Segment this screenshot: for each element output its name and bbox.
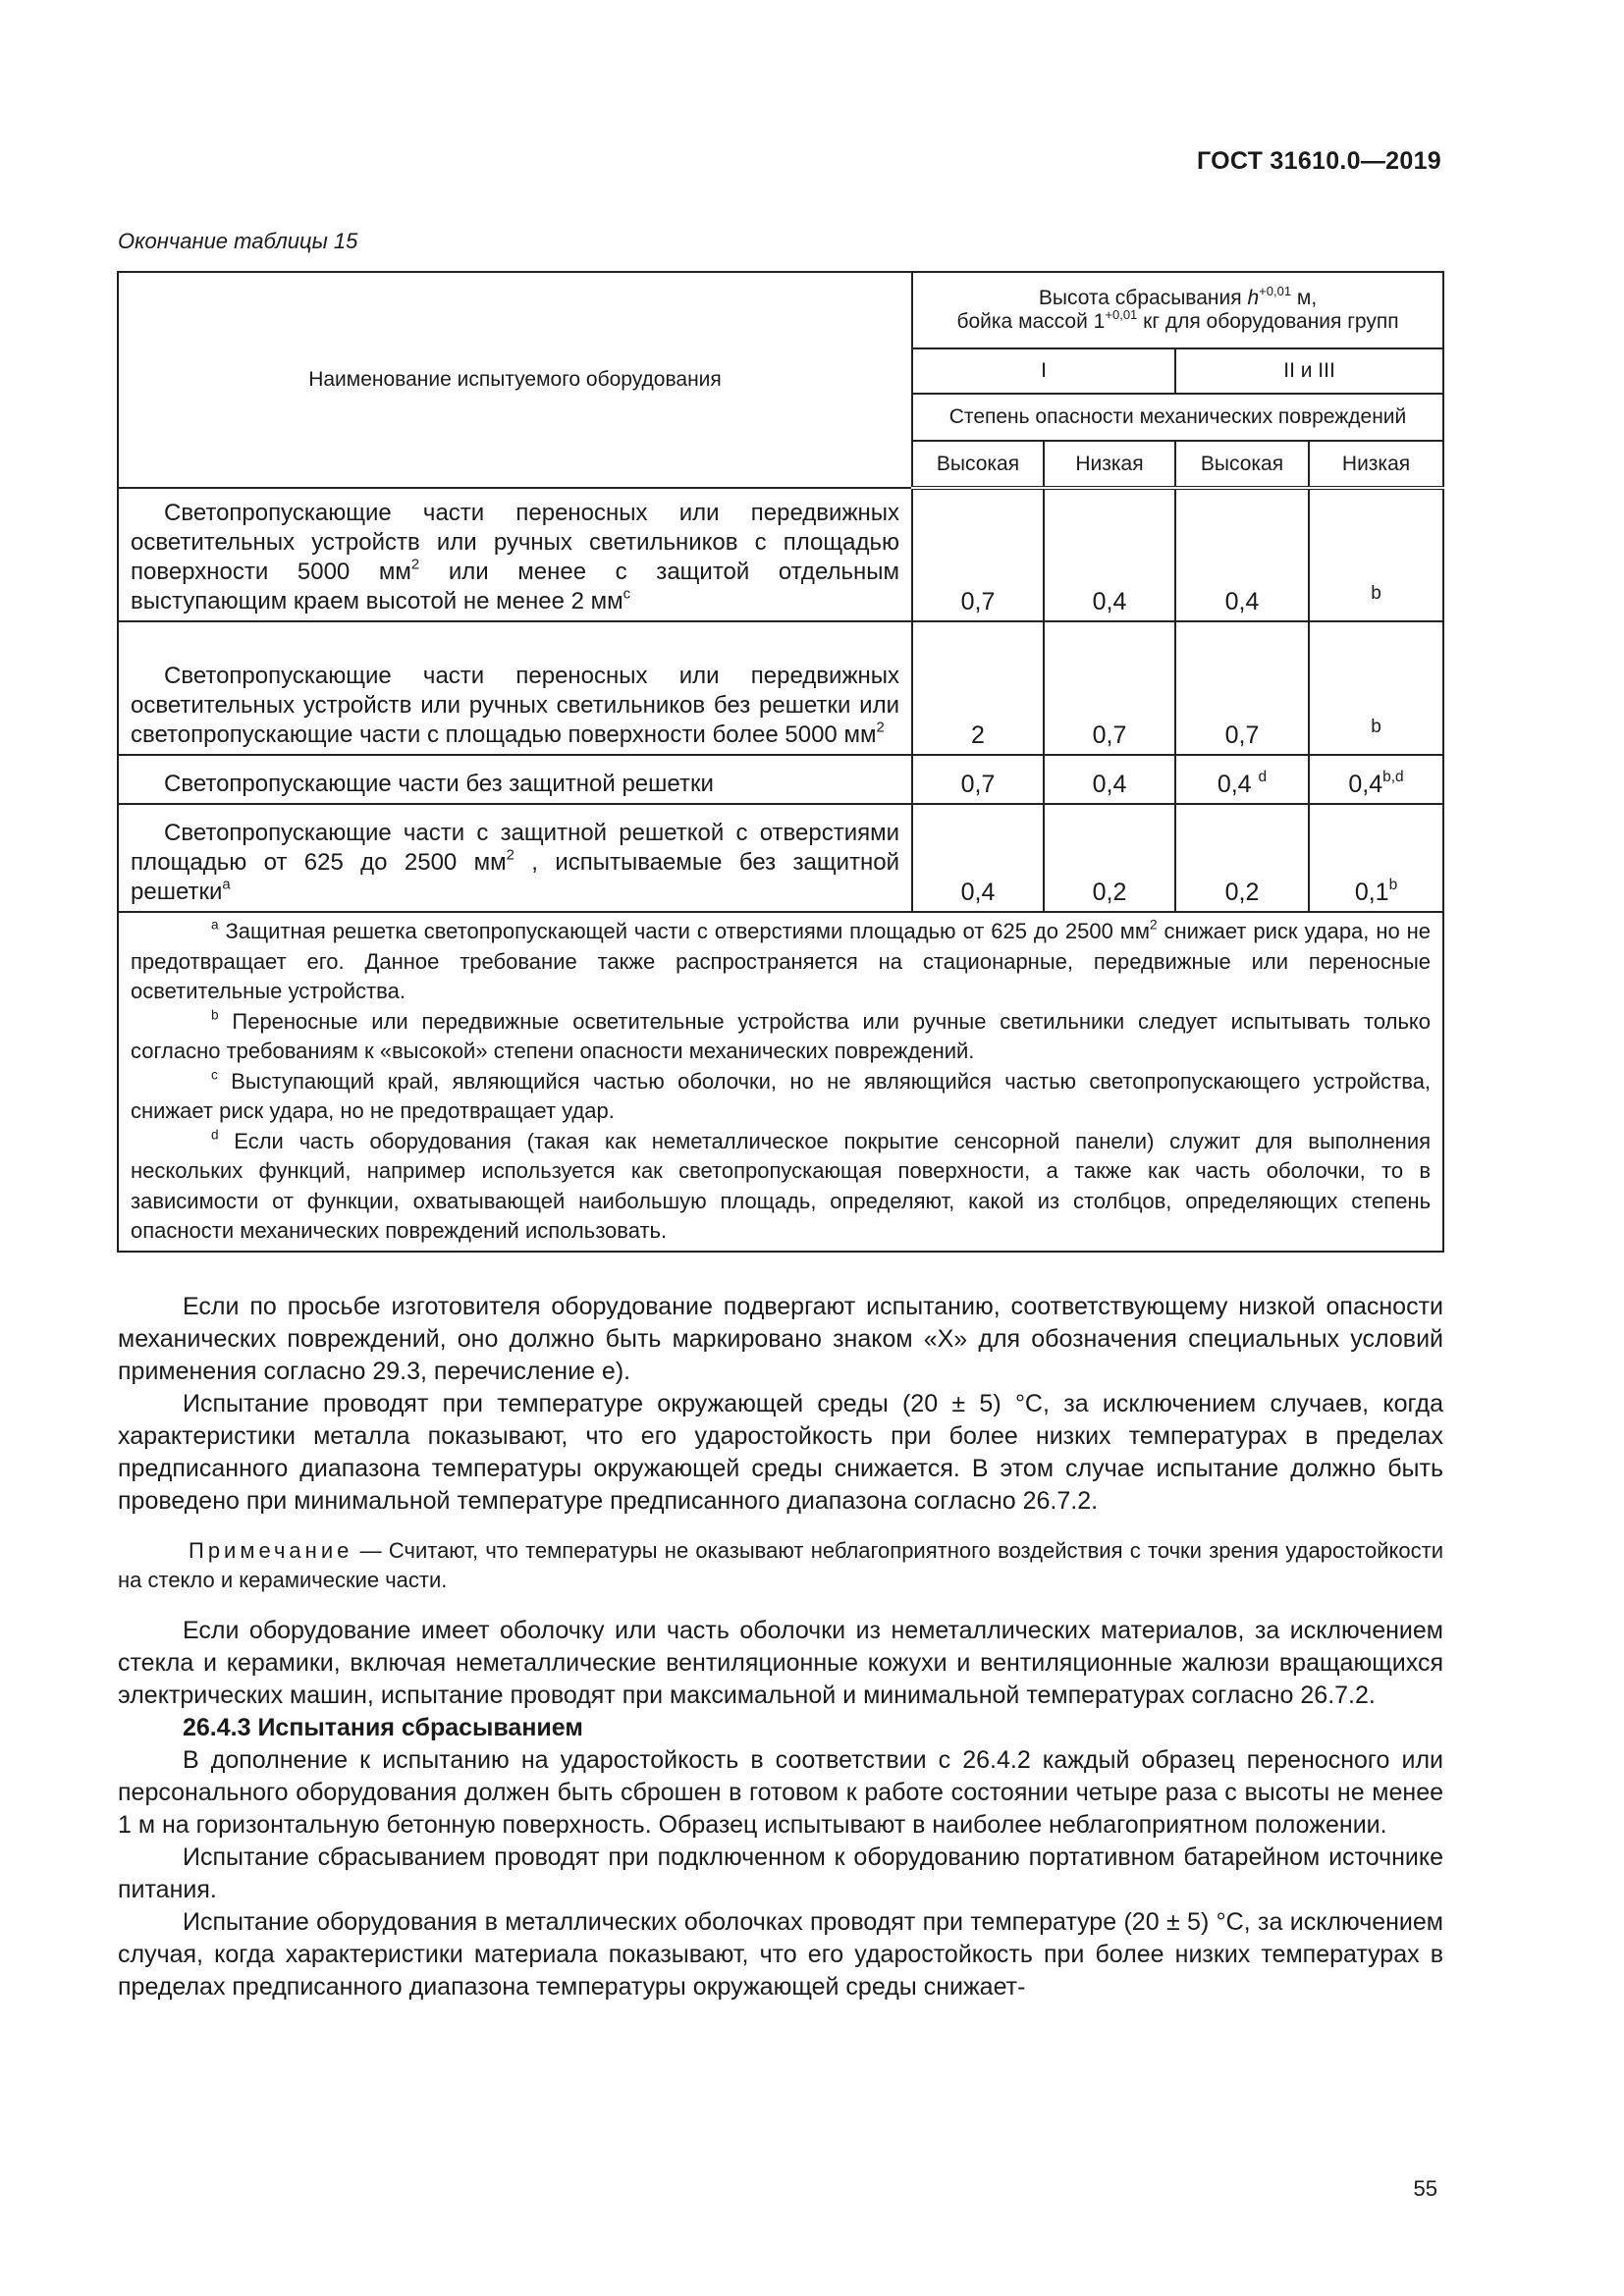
table-cell: 0,2	[1175, 804, 1309, 912]
drop-height-table	[117, 271, 1444, 1253]
table-cell: 0,7	[912, 488, 1044, 621]
column-header-low: Низкая	[1309, 441, 1443, 488]
column-header-high: Высокая	[1175, 441, 1309, 488]
table-cell: b	[1309, 488, 1443, 621]
table-cell: 0,4 $^d$	[1175, 755, 1309, 804]
table-cell: 0,7	[912, 755, 1044, 804]
table-cell: 0,4	[912, 804, 1044, 912]
page-number: 55	[1413, 2176, 1437, 2201]
note	[118, 1536, 1443, 1595]
paragraph: Испытание проводят при температуре окружающей среды (20 ± 5) °С, за исключением случаев, когда характеристики металла показывают, что его ударостойкость при более низких температурах в пределах предписанного диапазона температуры окружающей среды снижается. В этом случае испытание должно быть проведено при минимальной температуре предписанного диапазона согласно 26.7.2.	[118, 1390, 1443, 1515]
footnote-c: $^c$ Выступающий край, являющийся частью оболочки, но не являющийся частью светопропускающего устройства, снижает риск удара, но не предотвращает удар.	[131, 1066, 1432, 1123]
footnote-d: $^d$ Если часть оборудования (такая как неметаллическое покрытие сенсорной панели) служит для выполнения нескольких функций, например используется как светопропускающая поверхности, а также как часть оболочки, то в зависимости от функции, охватывающей наибольшую площадь, определяют, какой из столбцов, определяющих степень опасности механических повреждений использовать.	[131, 1126, 1432, 1243]
row-description: Светопропускающие части переносных или передвижных осветительных устройств или ручных светильников с площадью поверхности 5000 $мм^2$ или менее с защитой отдельным выступающим краем высотой не менее 2 $мм^c$	[131, 500, 900, 614]
column-header-group-2-3: II и III	[1175, 348, 1443, 394]
table-cell: b	[1309, 621, 1443, 755]
paragraph: В дополнение к испытанию на ударостойкость в соответствии с 26.4.2 каждый образец переносного или персонального оборудования должен быть сброшен в готовом к работе состоянии четыре раза с высоты не менее 1 м на горизонтальную бетонную поверхность. Образец испытывают в наиболее неблагоприятном положении.	[118, 1746, 1443, 1839]
table-row	[118, 804, 1443, 912]
column-header-hazard-degree: Степень опасности механических повреждений	[912, 394, 1443, 441]
row-description: Светопропускающие части без защитной решетки	[164, 771, 714, 797]
body-text-block-2	[118, 1615, 1443, 2003]
table-footnotes-row	[118, 912, 1443, 1252]
note-label: Примечание	[189, 1538, 353, 1563]
footnote-a: $^a$ Защитная решетка светопропускающей части с отверстиями площадью от 625 до 2500 $мм^2$ снижает риск удара, но не предотвращает его. Данное требование также распространяется на стационарные, передвижные или переносные осветительные устройства.	[131, 917, 1432, 1003]
table-row	[118, 488, 1443, 621]
footnote-b: $^b$ Переносные или передвижные осветительные устройства или ручные светильники следует испытывать только согласно требованиям к «высокой» степени опасности механических повреждений.	[131, 1006, 1432, 1063]
section-heading: 26.4.3 Испытания сбрасыванием	[183, 1714, 583, 1741]
row-description: Светопропускающие части переносных или передвижных осветительных устройств или ручных светильников без решетки или светопропускающие части с площадью поверхности более 5000 $мм^2$	[131, 663, 899, 748]
table-caption: Окончание таблицы 15	[118, 229, 358, 253]
column-header-high: Высокая	[912, 441, 1044, 488]
document-header: ГОСТ 31610.0—2019	[1196, 147, 1441, 175]
paragraph: Испытание сбрасыванием проводят при подключенном к оборудованию портативном батарейном источнике питания.	[118, 1843, 1443, 1903]
table-row	[118, 755, 1443, 804]
note-text: — Считают, что температуры не оказывают неблагоприятного воздействия с точки зрения ударостойкости на стекло и керамические части.	[118, 1538, 1443, 1592]
table-cell: 0,4$^{b,d}$	[1309, 755, 1443, 804]
row-description: Светопропускающие части с защитной решеткой с отверстиями площадью от 625 до 2500 $мм^2$ , испытываемые без защитной решетки$^a$	[131, 820, 900, 905]
table-cell: 0,1$^b$	[1309, 804, 1443, 912]
table-row	[118, 621, 1443, 755]
table-cell: 0,7	[1044, 621, 1175, 755]
table-cell: 0,2	[1044, 804, 1175, 912]
body-text-block-1	[118, 1291, 1443, 1518]
paragraph: Если по просьбе изготовителя оборудование подвергают испытанию, соответствующему низкой опасности механических повреждений, оно должно быть маркировано знаком «X» для обозначения специальных условий применения согласно 29.3, перечисление е).	[118, 1293, 1443, 1385]
table-cell: 0,4	[1175, 488, 1309, 621]
paragraph: Если оборудование имеет оболочку или часть оболочки из неметаллических материалов, за исключением стекла и керамики, включая неметаллические вентиляционные кожухи и вентиляционные жалюзи вращающихся электрических машин, испытание проводят при максимальной и минимальной температурах согласно 26.7.2.	[118, 1617, 1443, 1709]
column-header-drop-height: Высота сбрасывания $h^{+0,01}$ м, бойка массой $1^{+0,01}$ кг для оборудования групп	[912, 272, 1443, 348]
column-header-equipment: Наименование испытуемого оборудования	[118, 272, 912, 488]
column-header-low: Низкая	[1044, 441, 1175, 488]
table-cell: 0,4	[1044, 755, 1175, 804]
paragraph: Испытание оборудования в металлических оболочках проводят при температуре (20 ± 5) °С, за исключением случая, когда характеристики материала показывают, что его ударостойкость при более низких температурах в пределах предписанного диапазона температуры окружающей среды снижает-	[118, 1908, 1443, 2001]
table-cell: 0,4	[1044, 488, 1175, 621]
table-cell: 0,7	[1175, 621, 1309, 755]
table-cell: 2	[912, 621, 1044, 755]
column-header-group-1: I	[912, 348, 1175, 394]
